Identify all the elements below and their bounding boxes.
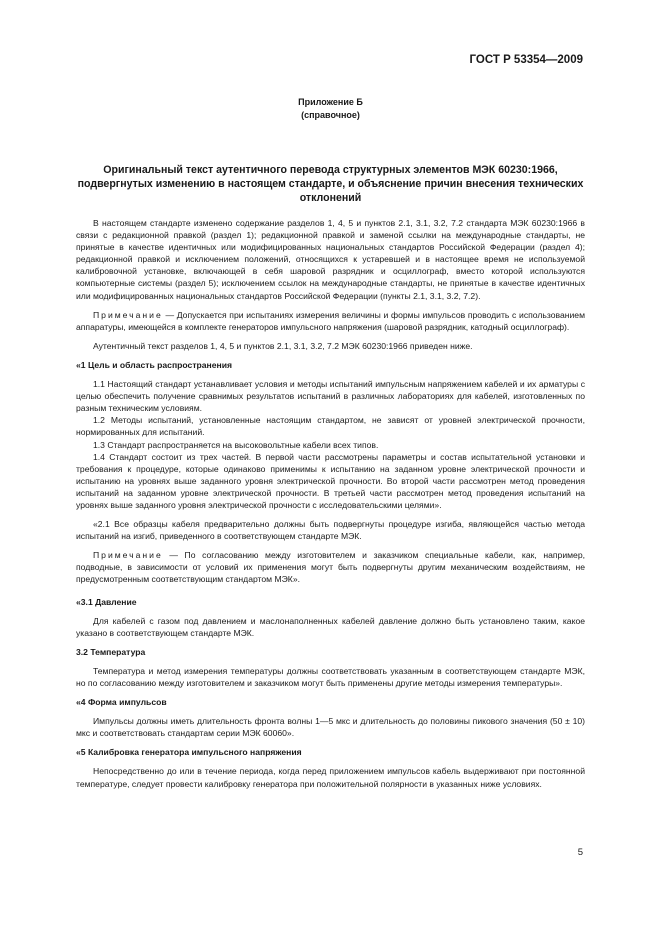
clause-3-2: Температура и метод измерения температуры должны соответствовать указанным в соответствующем стандарте МЭК, но по согласованию между изготовителем и заказчиком могут быть применены другие методы измерения температуры». xyxy=(76,665,585,688)
note-1-text: — Допускается при испытаниях измерения величины и формы импульсов проводить с использованием аппаратуры, имеющейся в комплекте генераторов импульсного напряжения (шаровой разрядник, катодный осциллограф). xyxy=(76,309,585,332)
note-2-label: Примечание xyxy=(93,550,163,561)
clause-1-1: 1.1 Настоящий стандарт устанавливает условия и методы испытаний импульсным напряжением кабелей и их арматуры с целью обеспечить получение сравнимых результатов испытаний в различных лабораториях для кабелей, изготовленных по разным техническим условиям. xyxy=(76,379,585,414)
clause-1-3: 1.3 Стандарт распространяется на высоковольтные кабели всех типов. xyxy=(93,439,379,450)
authentic-intro: Аутентичный текст разделов 1, 4, 5 и пунктов 2.1, 3.1, 3.2, 7.2 МЭК 60230:1966 приведен ниже. xyxy=(93,340,473,351)
note-1 xyxy=(76,309,585,333)
note-2 xyxy=(76,549,585,585)
note-1-label: Примечание xyxy=(93,309,163,320)
clause-3-1: Для кабелей с газом под давлением и маслонаполненных кабелей давление должно быть установлено таким, какое указано в соответствующем стандарте МЭК. xyxy=(76,615,585,638)
note-2-text: — По согласованию между изготовителем и заказчиком специальные кабели, как, например, подводные, в зависимости от условий их применения могут быть подвергнуты другим механическим воздействиям, не предусмотренным соответствующим стандартом МЭК». xyxy=(76,550,585,585)
clause-2-1: «2.1 Все образцы кабеля предварительно должны быть подвергнуты процедуре изгиба, являющейся частью метода испытаний на изгиб, приведенного в соответствующем стандарте МЭК. xyxy=(76,519,585,542)
clause-3-2-heading: 3.2 Температура xyxy=(76,646,146,657)
document-body xyxy=(76,217,585,790)
annex-title: Приложение Б xyxy=(298,97,363,107)
standard-code: ГОСТ Р 53354—2009 xyxy=(469,54,583,66)
section-1-heading: «1 Цель и область распространения xyxy=(76,359,233,370)
intro-paragraph: В настоящем стандарте изменено содержание разделов 1, 4, 5 и пунктов 2.1, 3.1, 3.2, 7.2 стандарта МЭК 60230:1966 в связи с редакционной правкой (раздел 1); редакционной правкой и заменой ссылки на международные стандарты, не принятые в качестве идентичных или модифицированных национальных стандартов Российской Федерации (раздел 4); редакционной правкой и исключением положений, относящихся к устаревшей и в настоящее время не используемой калибровочной установке, включающей в себя шаровой разрядник и осциллограф, вместо которой используются компьютерные системы (раздел 5); исключением ссылок на международные стандарты, не принятые в качестве идентичных или модифицированных национальных стандартов Российской Федерации (пункты 2.1, 3.1, 3.2, 7.2). xyxy=(76,218,585,301)
clause-3-1-heading: «3.1 Давление xyxy=(76,596,137,607)
document-title: Оригинальный текст аутентичного перевода структурных элементов МЭК 60230:1966, подвергнутых изменению в настоящем стандарте, и объяснение причин внесения технических отклонений xyxy=(77,164,584,205)
page-number: 5 xyxy=(577,847,583,858)
clause-1-2: 1.2 Методы испытаний, установленные настоящим стандартом, не зависят от уровней электрической прочности, нормированных для испытаний. xyxy=(76,415,585,438)
section-4-text: Импульсы должны иметь длительность фронта волны 1—5 мкс и длительность до половины пикового значения (50 ± 10) мкс и соответствовать стандартам серии МЭК 60060». xyxy=(76,716,585,739)
section-4-heading: «4 Форма импульсов xyxy=(76,697,167,708)
annex-type: (справочное) xyxy=(301,110,360,120)
section-5-text: Непосредственно до или в течение периода, когда перед приложением импульсов кабель выдерживают при постоянной температуре, следует провести калибровку генератора при положительной полярности в указанных ниже условиях. xyxy=(76,766,585,789)
annex-heading xyxy=(0,96,661,122)
section-5-heading: «5 Калибровка генератора импульсного напряжения xyxy=(76,747,302,758)
clause-1-4: 1.4 Стандарт состоит из трех частей. В первой части рассмотрены параметры и состав испытательной установки и требования к процедуре, которые одинаково применимы к испытанию на заданном уровне электрической прочности и испытанию на уровнях выше заданного уровня электрической прочности. Во второй части рассмотрен метод проведения испытаний на заданном уровне электрической прочности. В третьей части рассмотрен метод проведения испытаний на уровнях выше заданного уровня электрической прочности с исследовательскими целями». xyxy=(76,451,585,510)
